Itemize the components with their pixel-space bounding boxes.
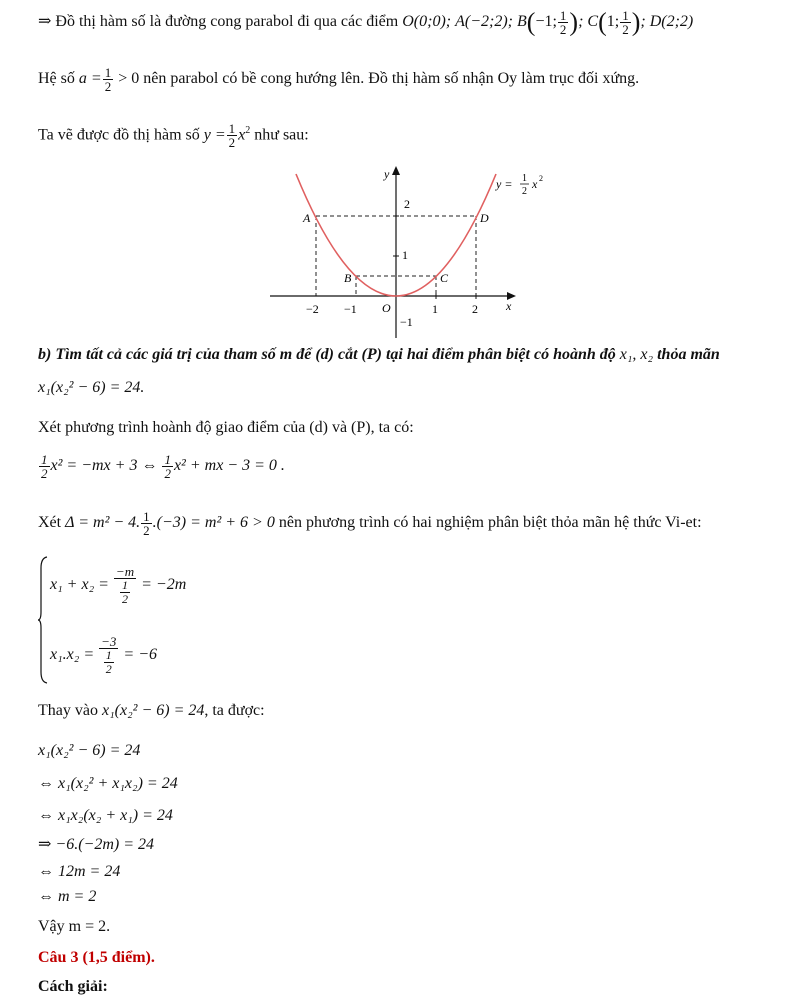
tick-x-label: 2 bbox=[472, 302, 478, 316]
points-line bbox=[38, 9, 693, 36]
point-d: ; D(2;2) bbox=[640, 13, 694, 31]
math: .(−3) = m² + 6 > 0 bbox=[152, 514, 275, 532]
fraction: $\frac{-m}{\frac{1}{2}}$ bbox=[115, 564, 135, 606]
math: = −2m bbox=[141, 576, 187, 594]
axis-x-label: x bbox=[506, 299, 512, 313]
vieta-sum bbox=[50, 565, 186, 606]
math: y = bbox=[203, 126, 226, 144]
vieta-product bbox=[50, 635, 157, 676]
paren-open: ( bbox=[598, 7, 607, 37]
fraction: $\frac{1}{2}$ bbox=[164, 452, 171, 481]
part-b-tail: thỏa mãn bbox=[657, 346, 720, 363]
math: Δ = m² − 4. bbox=[65, 514, 141, 532]
text: Xét bbox=[38, 514, 62, 532]
part-b-text: b) Tìm tất cả các giá trị của tham số m để (d) cắt (P) tại hai điểm phân biệt có hoành độ bbox=[38, 346, 616, 363]
paren-open: ( bbox=[526, 7, 536, 37]
tick-x-label: −1 bbox=[344, 302, 357, 316]
equation-left: x² = −mx + 3 ⇔ bbox=[50, 457, 158, 475]
tick-y-label: 1 bbox=[402, 248, 408, 262]
draw-graph-line bbox=[38, 121, 309, 149]
substitute-line bbox=[38, 701, 265, 721]
step: x₁(x₂² − 6) = 24 bbox=[38, 742, 141, 759]
point-c-label: ; C bbox=[578, 13, 599, 31]
fraction: $\frac{1}{2}$ bbox=[104, 65, 112, 94]
point-a: A(−2;2); bbox=[455, 13, 513, 31]
axis-y-label: y bbox=[384, 167, 390, 181]
intersection-text: Xét phương trình hoành độ giao điểm của (d) và (P), ta có: bbox=[38, 419, 414, 436]
y-axis-arrow-icon bbox=[392, 166, 400, 175]
origin-label: O bbox=[382, 301, 391, 315]
equation-denominator: 2 bbox=[522, 186, 527, 197]
conclusion: Vậy m = 2. bbox=[38, 918, 111, 935]
equation-1 bbox=[38, 453, 285, 480]
question-3-heading: Câu 3 (1,5 điểm). bbox=[38, 949, 155, 966]
equation-exponent: 2 bbox=[539, 174, 543, 183]
paren-close: ) bbox=[569, 7, 579, 37]
equation-x: x bbox=[532, 177, 538, 191]
fraction: $\frac{-3}{\frac{1}{2}}$ bbox=[101, 634, 117, 676]
equation-y: y = bbox=[496, 177, 513, 191]
tick-x-label: −2 bbox=[306, 302, 319, 316]
exponent: 2 bbox=[245, 125, 251, 136]
step: ⇒ −6.(−2m) = 24 bbox=[38, 836, 155, 853]
delta-line bbox=[38, 510, 702, 537]
math: a = bbox=[78, 70, 102, 88]
coefficient-line bbox=[38, 66, 639, 93]
step: ⇔ x₁(x₂² + x₁x₂) = 24 bbox=[38, 775, 178, 792]
math: x₁(x₂² − 6) = 24 bbox=[101, 702, 205, 719]
math: x bbox=[238, 126, 246, 144]
system-brace bbox=[38, 556, 48, 684]
equation-numerator: 1 bbox=[522, 173, 527, 184]
fraction: $\frac{1}{2}$ bbox=[622, 8, 629, 37]
text: như sau: bbox=[254, 126, 309, 144]
point-label-c: C bbox=[440, 271, 449, 285]
text: nên phương trình có hai nghiệm phân biệt thỏa mãn hệ thức Vi-et: bbox=[278, 514, 702, 532]
tick-x-label: 1 bbox=[432, 302, 438, 316]
point-label-d: D bbox=[480, 211, 489, 225]
text: Ta vẽ được đồ thị hàm số bbox=[38, 126, 200, 144]
point-b-x: −1; bbox=[535, 13, 557, 31]
solution-heading: Cách giải: bbox=[38, 978, 108, 995]
parabola-graph bbox=[260, 160, 560, 340]
point-c-x: 1; bbox=[606, 13, 620, 31]
text: Hệ số bbox=[38, 70, 75, 88]
paren-close: ) bbox=[631, 7, 641, 37]
part-b-vars: x₁, x₂ bbox=[619, 346, 654, 363]
fraction: $\frac{1}{2}$ bbox=[41, 452, 48, 481]
point-o: O(0;0); bbox=[402, 13, 452, 31]
fraction: $\frac{1}{2}$ bbox=[559, 8, 567, 37]
text: , ta được: bbox=[204, 702, 265, 719]
implies-symbol: ⇒ bbox=[38, 13, 52, 31]
fraction: $\frac{1}{2}$ bbox=[143, 509, 150, 538]
fraction: $\frac{1}{2}$ bbox=[228, 121, 236, 151]
step: ⇔ x₁x₂(x₂ + x₁) = 24 bbox=[38, 807, 173, 824]
text: > 0 nên parabol có bề cong hướng lên. Đồ thị hàm số nhận Oy làm trục đối xứng. bbox=[118, 70, 640, 88]
tick-y-label: 2 bbox=[404, 197, 410, 211]
point-label-a: A bbox=[303, 211, 311, 225]
points-text: Đồ thị hàm số là đường cong parabol đi qua các điểm bbox=[55, 13, 399, 31]
text: Thay vào bbox=[38, 702, 98, 719]
step: ⇔ m = 2 bbox=[38, 888, 97, 905]
tick-y-label: −1 bbox=[400, 315, 413, 329]
condition: x₁(x₂² − 6) = 24. bbox=[38, 379, 145, 396]
equation-right: x² + mx − 3 = 0 . bbox=[173, 457, 285, 475]
math: x₁.x₂ = bbox=[50, 646, 95, 664]
math: = −6 bbox=[123, 646, 157, 664]
step: ⇔ 12m = 24 bbox=[38, 863, 121, 880]
point-b-label: B bbox=[517, 13, 527, 31]
point-label-b: B bbox=[344, 271, 352, 285]
part-b-title bbox=[38, 345, 720, 365]
math: x₁ + x₂ = bbox=[50, 576, 109, 594]
